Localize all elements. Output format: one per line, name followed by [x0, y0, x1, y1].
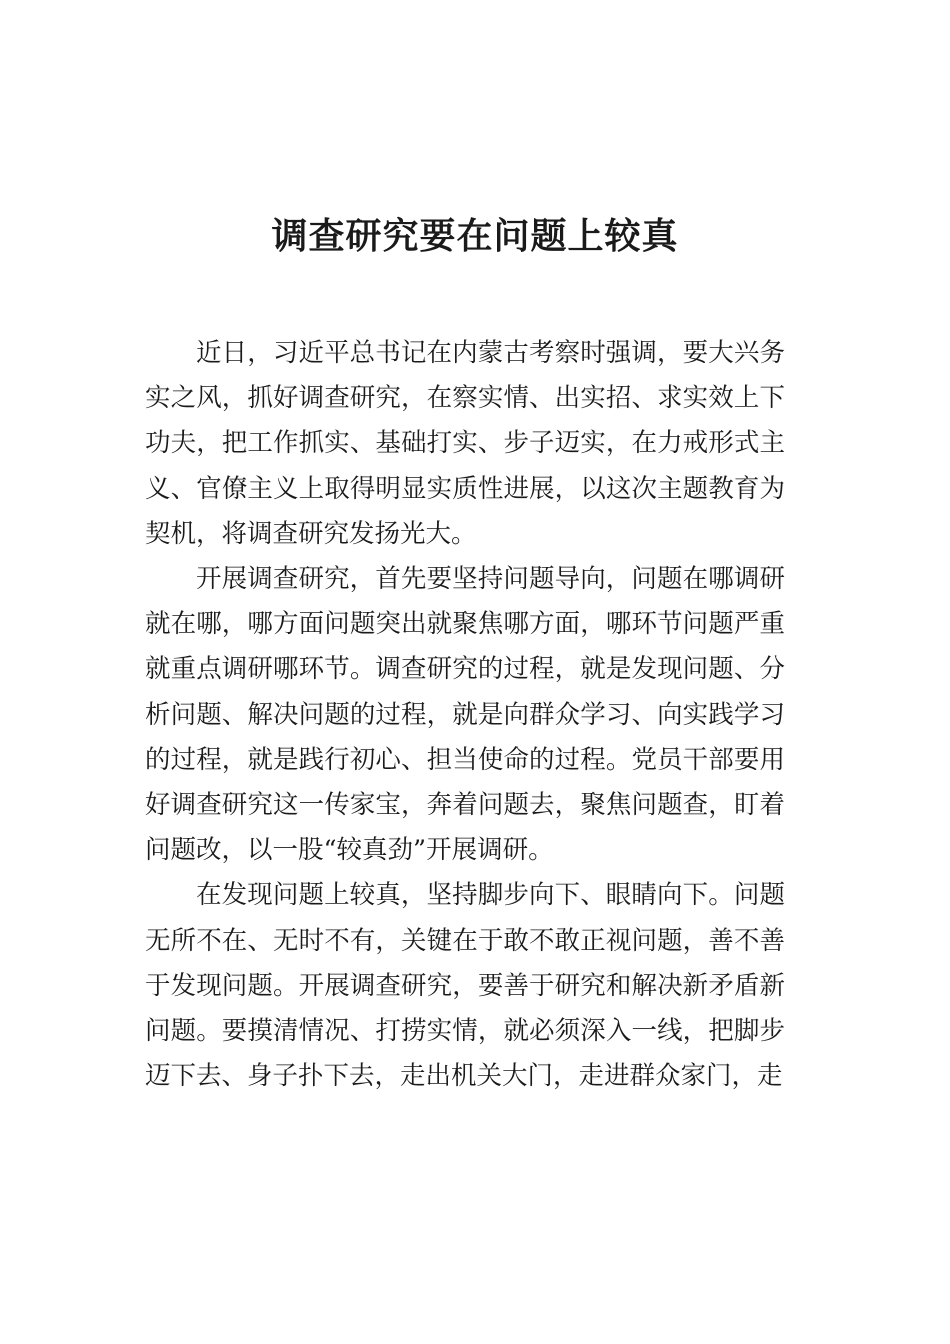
paragraph-2: 开展调查研究，首先要坚持问题导向，问题在哪调研就在哪，哪方面问题突出就聚焦哪方面，哪环节问题严重就重点调研哪环节。调查研究的过程，就是发现问题、分析问题、解决问题的过程，就是向群众学习、向实践学习的过程，就是践行初心、担当使命的过程。党员干部要用好调查研究这一传家宝，奔着问题去，聚焦问题查，盯着问题改，以一股“较真劲”开展调研。 — [145, 564, 785, 866]
document-body — [145, 331, 785, 1099]
paragraph-1: 近日，习近平总书记在内蒙古考察时强调，要大兴务实之风，抓好调查研究，在察实情、出实招、求实效上下功夫，把工作抓实、基础打实、步子迈实，在力戒形式主义、官僚主义上取得明显实质性进展，以这次主题教育为契机，将调查研究发扬光大。 — [145, 338, 785, 549]
document-title: 调查研究要在问题上较真 — [271, 215, 679, 257]
paragraph-3: 在发现问题上较真，坚持脚步向下、眼睛向下。问题无所不在、无时不有，关键在于敢不敢正视问题，善不善于发现问题。开展调查研究，要善于研究和解决新矛盾新问题。要摸清情况、打捞实情，就必须深入一线，把脚步迈下去、身子扑下去，走出机关大门，走进群众家门，走 — [145, 880, 785, 1092]
